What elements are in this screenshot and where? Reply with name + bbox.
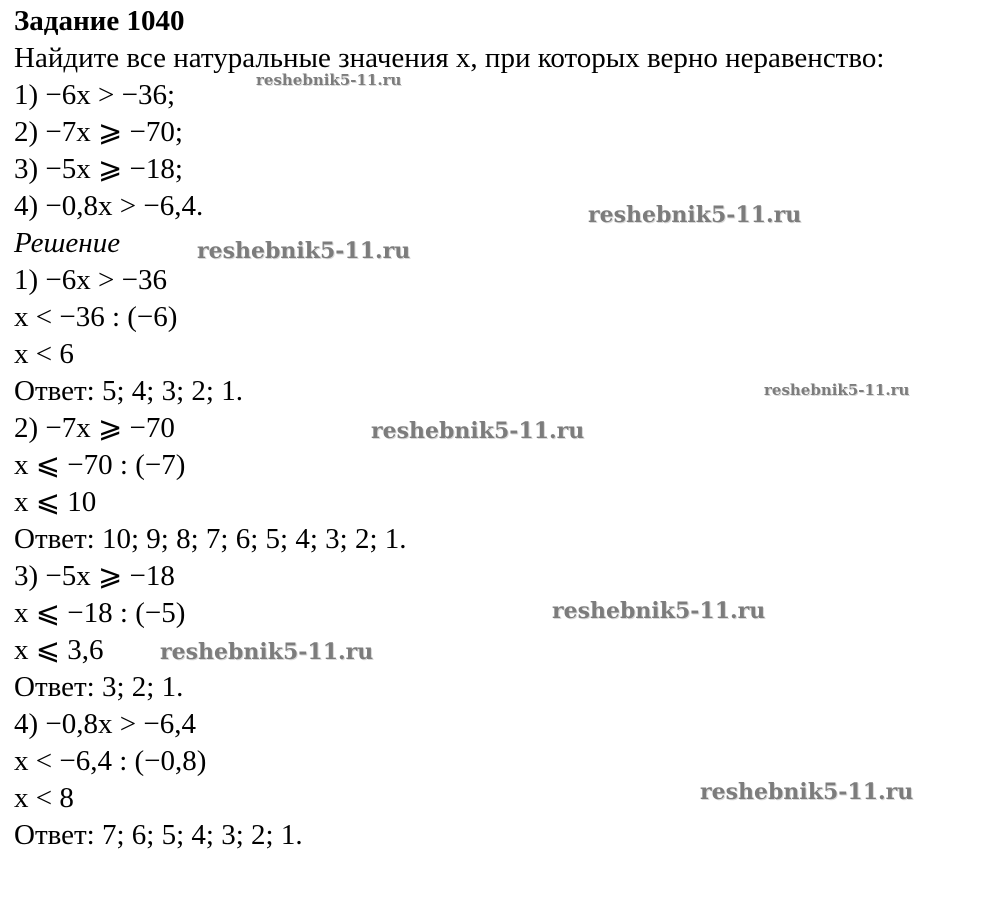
solution-line: x ⩽ 10 (14, 486, 97, 518)
watermark: reshebnik5-11.ru (764, 381, 910, 399)
watermark: reshebnik5-11.ru (160, 639, 374, 665)
watermark: reshebnik5-11.ru (588, 202, 802, 228)
solution-line: x ⩽ −70 : (−7) (14, 449, 186, 481)
task-item-2: 2) −7x ⩾ −70; (14, 116, 183, 148)
answer-line: Ответ: 3; 2; 1. (14, 671, 184, 703)
task-title: Задание 1040 (14, 5, 185, 37)
solution-line: 1) −6x > −36 (14, 264, 167, 296)
watermark: reshebnik5-11.ru (197, 238, 411, 264)
solution-line: x ⩽ −18 : (−5) (14, 597, 186, 629)
solution-line: x < −6,4 : (−0,8) (14, 745, 207, 777)
answer-line: Ответ: 10; 9; 8; 7; 6; 5; 4; 3; 2; 1. (14, 523, 407, 555)
solution-line: 4) −0,8x > −6,4 (14, 708, 196, 740)
solution-line: x ⩽ 3,6 (14, 634, 104, 666)
task-item-1: 1) −6x > −36; (14, 79, 176, 111)
watermark: reshebnik5-11.ru (256, 71, 402, 89)
answer-line: Ответ: 7; 6; 5; 4; 3; 2; 1. (14, 819, 303, 851)
task-item-3: 3) −5x ⩾ −18; (14, 153, 183, 185)
watermark: reshebnik5-11.ru (371, 418, 585, 444)
watermark: reshebnik5-11.ru (700, 779, 914, 805)
solution-line: 3) −5x ⩾ −18 (14, 560, 175, 592)
solution-heading: Решение (14, 227, 121, 259)
solution-line: x < 8 (14, 782, 74, 814)
task-item-4: 4) −0,8x > −6,4. (14, 190, 204, 222)
answer-line: Ответ: 5; 4; 3; 2; 1. (14, 375, 243, 407)
watermark: reshebnik5-11.ru (552, 598, 766, 624)
solution-line: x < 6 (14, 338, 74, 370)
solution-line: 2) −7x ⩾ −70 (14, 412, 175, 444)
solution-line: x < −36 : (−6) (14, 301, 178, 333)
task-prompt: Найдите все натуральные значения x, при которых верно неравенство: (14, 42, 885, 74)
